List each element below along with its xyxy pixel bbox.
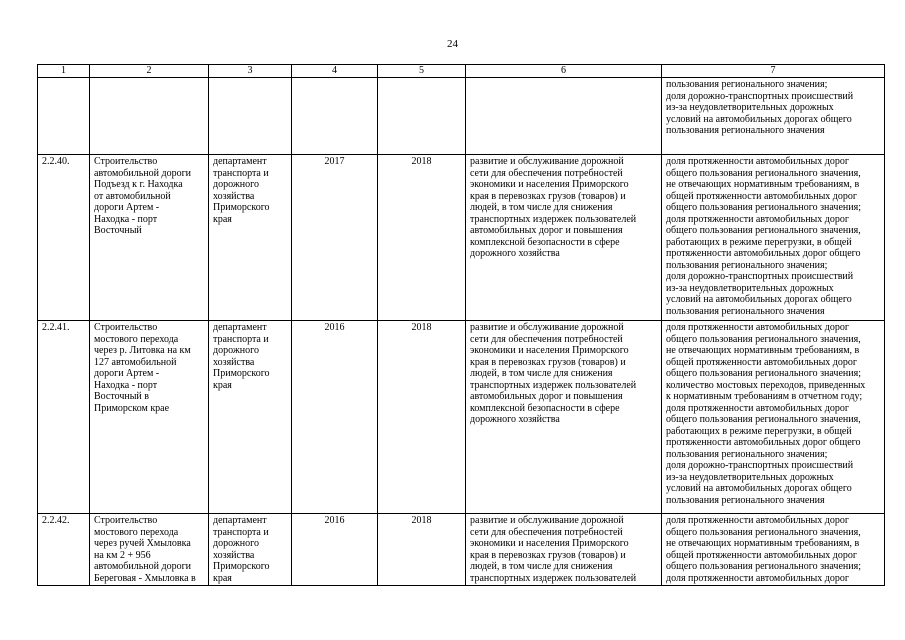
empty-cell xyxy=(378,78,466,155)
indicators-cell: доля протяженности автомобильных дорог общего пользования регионального значения, не отвечающих нормативным требованиям, в общей протяженности автомобильных дорог общего пользования регионального значения; количество мостовых переходов, приведенных к нормативным требованиям в отчетном году; доля протяженности автомобильных дорог общего пользования регионального значения, работающих в режиме перегрузки, в общей протяженности автомобильных дорог общего пользования регионального значения; доля дорожно-транспортных происшествий из-за неудовлетворительных дорожных условий на автомобильных дорогах общего пользования регионального значения xyxy=(662,321,885,514)
result-cell: развитие и обслуживание дорожной сети для обеспечения потребностей экономики и населения Приморского края в перевозках грузов (товаров) и людей, в том числе для снижения транспортных издержек пользователей автомобильных дорог и повышения комплексной безопасности в сфере дорожного хозяйства xyxy=(466,155,662,321)
end-year-cell: 2018 xyxy=(378,321,466,514)
indicators-cell: доля протяженности автомобильных дорог общего пользования регионального значения, не отвечающих нормативным требованиям, в общей протяженности автомобильных дорог общего пользования регионального значения; доля протяженности автомобильных дорог xyxy=(662,514,885,586)
continuation-row xyxy=(38,78,885,155)
result-cell: развитие и обслуживание дорожной сети для обеспечения потребностей экономики и населения Приморского края в перевозках грузов (товаров) и людей, в том числе для снижения транспортных издержек пользователей автомобильных дорог и повышения комплексной безопасности в сфере дорожного хозяйства xyxy=(466,321,662,514)
column-header: 1 xyxy=(38,65,90,78)
executor-cell: департамент транспорта и дорожного хозяйства Приморского края xyxy=(209,321,292,514)
column-header: 3 xyxy=(209,65,292,78)
table-row xyxy=(38,514,885,586)
empty-cell xyxy=(90,78,209,155)
item-number: 2.2.42. xyxy=(38,514,90,586)
column-header: 4 xyxy=(292,65,378,78)
column-number-row xyxy=(38,65,885,78)
column-header: 6 xyxy=(466,65,662,78)
executor-cell: департамент транспорта и дорожного хозяйства Приморского края xyxy=(209,514,292,586)
result-cell: развитие и обслуживание дорожной сети для обеспечения потребностей экономики и населения Приморского края в перевозках грузов (товаров) и людей, в том числе для снижения транспортных издержек пользователей xyxy=(466,514,662,586)
measures-table xyxy=(37,64,885,586)
table-row xyxy=(38,155,885,321)
start-year-cell: 2017 xyxy=(292,155,378,321)
table-row xyxy=(38,321,885,514)
end-year-cell: 2018 xyxy=(378,514,466,586)
empty-cell xyxy=(209,78,292,155)
empty-cell xyxy=(38,78,90,155)
item-number: 2.2.41. xyxy=(38,321,90,514)
page-number: 24 xyxy=(447,38,458,50)
item-number: 2.2.40. xyxy=(38,155,90,321)
column-header: 2 xyxy=(90,65,209,78)
end-year-cell: 2018 xyxy=(378,155,466,321)
object-cell: Строительство мостового перехода через р. Литовка на км 127 автомобильной дороги Артем - Находка - порт Восточный в Приморском крае xyxy=(90,321,209,514)
object-cell: Строительство автомобильной дороги Подъезд к г. Находка от автомобильной дороги Артем - Находка - порт Восточный xyxy=(90,155,209,321)
empty-cell xyxy=(292,78,378,155)
executor-cell: департамент транспорта и дорожного хозяйства Приморского края xyxy=(209,155,292,321)
start-year-cell: 2016 xyxy=(292,514,378,586)
column-header: 7 xyxy=(662,65,885,78)
column-header: 5 xyxy=(378,65,466,78)
indicators-cell: пользования регионального значения; доля дорожно-транспортных происшествий из-за неудовлетворительных дорожных условий на автомобильных дорогах общего пользования регионального значения xyxy=(662,78,885,155)
start-year-cell: 2016 xyxy=(292,321,378,514)
indicators-cell: доля протяженности автомобильных дорог общего пользования регионального значения, не отвечающих нормативным требованиям, в общей протяженности автомобильных дорог общего пользования регионального значения; доля протяженности автомобильных дорог общего пользования регионального значения, работающих в режиме перегрузки, в общей протяженности автомобильных дорог общего пользования регионального значения; доля дорожно-транспортных происшествий из-за неудовлетворительных дорожных условий на автомобильных дорогах общего пользования регионального значения xyxy=(662,155,885,321)
object-cell: Строительство мостового перехода через ручей Хмыловка на км 2 + 956 автомобильной дороги Береговая - Хмыловка в xyxy=(90,514,209,586)
empty-cell xyxy=(466,78,662,155)
